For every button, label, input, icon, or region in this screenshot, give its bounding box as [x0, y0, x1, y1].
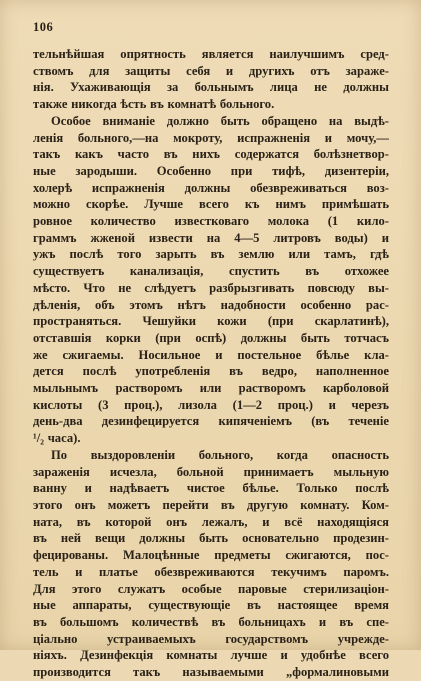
text-line: зараженія исчезла, больной принимаетъ мыльную: [33, 464, 389, 479]
text-line: фецированы. Малоцѣнные предметы сжигаются, пос-: [33, 548, 389, 563]
text-line: По выздоровленіи больного, когда опасность: [51, 447, 389, 462]
text-line: ¹/₂ часа).: [33, 431, 81, 446]
text-line: нія. Ухаживающія за больнымъ лица не должны: [33, 80, 389, 95]
paragraph-1: [33, 46, 389, 113]
text-line: также никогда ѣсть въ комнатѣ больного.: [33, 97, 275, 112]
text-line: холерѣ испражненія должны обезвреживаться воз-: [33, 180, 389, 195]
text-line: кислоты (3 проц.), лизола (1—2 проц.) и черезъ: [33, 397, 389, 412]
text-line: въ ней вещи должны быть основательно продезин-: [33, 531, 389, 546]
text-line: ната, въ которой онъ лежалъ, и всё находящіяся: [33, 514, 389, 529]
page-number: 106: [33, 20, 54, 34]
text-line: Для этого служатъ особые паровые стерилизаціон-: [33, 581, 389, 596]
text-line: въ большомъ количествѣ въ больницахъ и въ спе-: [33, 614, 389, 629]
text-line: ніяхъ. Дезинфекція комнаты лучше и удобнѣе всего: [33, 648, 389, 663]
text-line: ленія больного,—на мокроту, испражненія и мочу,—: [33, 130, 389, 145]
text-line: ціально устраиваемыхъ государствомъ учрежде-: [33, 631, 389, 646]
text-line: этого онъ можетъ перейти въ другую комнату. Ком-: [33, 497, 389, 512]
text-line: ужъ послѣ того зарыть въ землю или тамъ, гдѣ: [33, 247, 389, 262]
text-line: ванну и надѣваетъ чистое бѣлье. Только послѣ: [33, 481, 389, 496]
paragraph-2: [33, 113, 389, 447]
text-line: мыльнымъ растворомъ или растворомъ карболовой: [33, 381, 389, 396]
text-line: производится такъ называемыми „формалиновыми: [33, 665, 389, 680]
text-line: ровное количество известковаго молока (1 кило-: [33, 214, 389, 229]
text-line: дется послѣ употребленія въ ведро, наполненное: [33, 364, 389, 379]
text-line: пространяться. Чешуйки кожи (при скарлатинѣ),: [33, 314, 389, 329]
text-line: ствомъ для защиты себя и другихъ отъ зараже-: [33, 63, 389, 78]
text-line: ные аппараты, существующіе въ настоящее время: [33, 598, 389, 613]
text-line: тель и платье обезвреживаются текучимъ паромъ.: [33, 564, 389, 579]
paragraph-3: [33, 447, 389, 681]
text-line: такъ какъ часто въ нихъ содержатся болѣзнетвор-: [33, 147, 389, 162]
text-line: существуетъ канализація, спустить въ отхожее: [33, 264, 389, 279]
text-line: ные зародыши. Особенно при тифѣ, дизентеріи,: [33, 163, 389, 178]
text-line: мѣсто. Что не слѣдуетъ разбрызгивать повсюду вы-: [33, 280, 389, 295]
text-line: можно скорѣе. Лучше всего къ нимъ примѣшать: [33, 197, 389, 212]
text-line: день-два дезинфецируется кипяченіемъ (въ теченіе: [33, 414, 389, 429]
text-line: дѣленія, объ этомъ нѣтъ надобности особенно рас-: [33, 297, 389, 312]
text-line: же сжигаемы. Носильное и постельное бѣлье кла-: [33, 347, 389, 362]
text-line: отставшія корки (при оспѣ) должны быть тотчасъ: [33, 330, 389, 345]
text-line: граммъ жженой извести на 4—5 литровъ воды) и: [33, 230, 389, 245]
text-line: Особое вниманіе должно быть обращено на выдѣ-: [51, 113, 389, 128]
text-line: тельнѣйшая опрятность является наилучшимъ сред-: [33, 47, 389, 61]
